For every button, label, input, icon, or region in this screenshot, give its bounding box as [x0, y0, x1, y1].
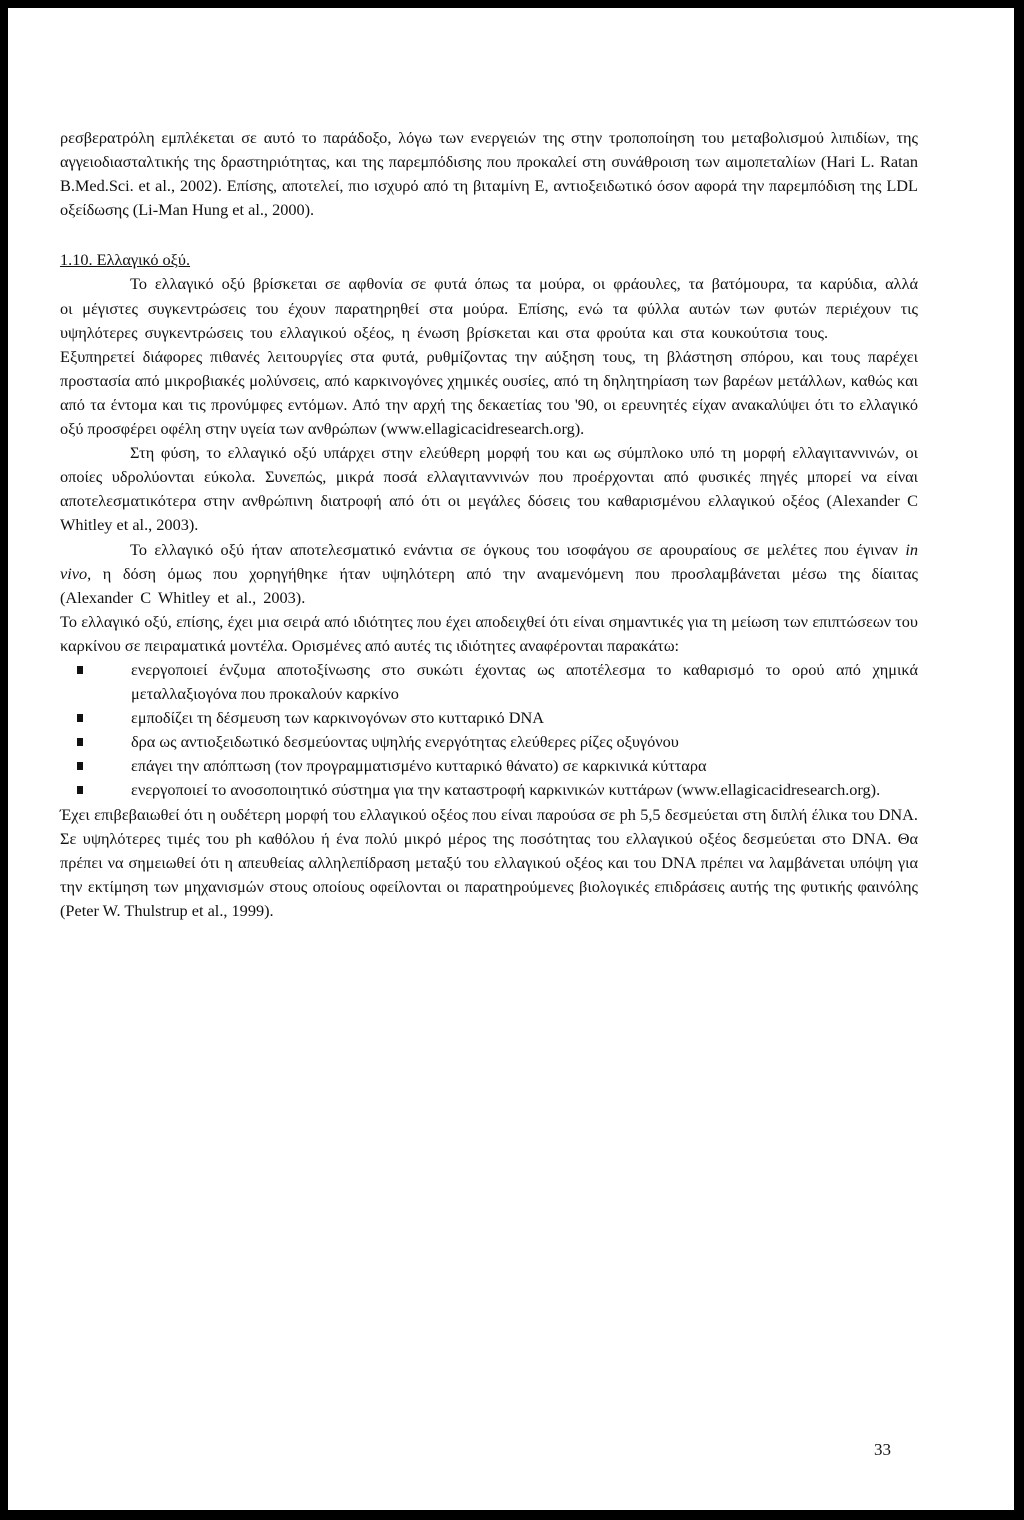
body-text [60, 126, 918, 923]
page-number: 33 [874, 1440, 891, 1459]
paragraph-intro: ρεσβερατρόλη εμπλέκεται σε αυτό το παράδοξο, λόγω των ενεργειών της στην τροποποίηση του μεταβολισμού λιπιδίων, της αγγειοδιασταλτικής της δραστηριότητας, και της παρεμπόδισης που προκαλεί στη συνάθροιση των αιμοπεταλίων (Hari L. Ratan B.Med.Sci. et al., 2002). Επίσης, αποτελεί, πιο ισχυρό από τη βιταμίνη Ε, αντιοξειδωτικό όσον αφορά την παρεμπόδιση της LDL οξείδωσης (Li-Man Hung et al., 2000). [60, 128, 918, 220]
paragraph-6: Έχει επιβεβαιωθεί ότι η ουδέτερη μορφή του ελλαγικού οξέος που είναι παρούσα σε ph 5,5 δεσμεύεται στη διπλή έλικα του DNA. Σε υψηλότερες τιμές του ph καθόλου ή ένα πολύ μικρό μέρος της ποσότητας του ελλαγικού οξέος δεσμεύεται στο DNA. Θα πρέπει να σημειωθεί ότι η απευθείας αλληλεπίδραση μεταξύ του ελλαγικού οξέος και του DNA πρέπει να λαμβάνεται υπόψη για την εκτίμηση των μηχανισμών στους οποίους οφείλονται οι παρατηρούμενες βιολογικές επιδράσεις αυτής της φυτικής φαινόλης (Peter W. Thulstrup et al., 1999). [60, 804, 918, 920]
paragraph-4 [60, 538, 918, 610]
list-item [60, 730, 918, 754]
bullet-square-icon [77, 738, 83, 746]
list-item [60, 754, 918, 778]
paragraph-1: Το ελλαγικό οξύ βρίσκεται σε αφθονία σε φυτά όπως τα μούρα, οι φράουλες, τα βατόμουρα, τα καρύδια, αλλά οι μέγιστες συγκεντρώσεις του έχουν παρατηρηθεί στα μούρα. Επίσης, ενώ τα φύλλα αυτών των φυτών περιέχουν τις υψηλότερες συγκεντρώσεις του ελλαγικού οξέος, η ένωση βρίσκεται και στα φρούτα και στα κουκούτσια τους. [60, 274, 918, 342]
list-item-text: εμποδίζει τη δέσμευση των καρκινογόνων στο κυτταρικό DNA [131, 708, 544, 728]
bullet-square-icon [77, 762, 83, 770]
paragraph-4-part-b: , η δόση όμως που χορηγήθηκε ήταν υψηλότερη από την αναμενόμενη που προσλαμβάνεται μέσω της δίαιτας (Alexander C Whitley et al., 2003). [60, 563, 918, 607]
paragraph-3: Στη φύση, το ελλαγικό οξύ υπάρχει στην ελεύθερη μορφή του και ως σύμπλοκο υπό τη μορφή ελλαγιταννινών, οι οποίες υδρολύονται εύκολα. Συνεπώς, μικρά ποσά ελλαγιταννινών που προέρχονται από φυσικές πηγές μπορεί να είναι αποτελεσματικότερα στην ανθρώπινη διατροφή από ότι οι μεγάλες δόσεις του καθαρισμένου ελλαγικού οξέος (Alexander C Whitley et al., 2003). [60, 443, 918, 535]
list-item [60, 706, 918, 730]
list-item [60, 778, 918, 802]
properties-list [60, 658, 918, 803]
paragraph-4-part-a: Το ελλαγικό οξύ ήταν αποτελεσματικό ενάντια σε όγκους του ισοφάγου σε αρουραίους σε μελέτες που έγιναν [130, 539, 906, 559]
paragraph-4-italic: in vivo [60, 539, 918, 583]
document-page [8, 8, 1014, 1510]
list-item-text: ενεργοποιεί το ανοσοποιητικό σύστημα για την καταστροφή καρκινικών κυττάρων (www.ellagicacidresearch.org). [131, 780, 881, 800]
list-item-text: ενεργοποιεί ένζυμα αποτοξίνωσης στο συκώτι έχοντας ως αποτέλεσμα το καθαρισμό το ορού από χημικά μεταλλαξιογόνα που προκαλούν καρκίνο [131, 659, 918, 704]
list-item-text: δρα ως αντιοξειδωτικό δεσμεύοντας υψηλής ενεργότητας ελεύθερες ρίζες οξυγόνου [131, 732, 679, 752]
bullet-square-icon [77, 666, 83, 674]
list-item [60, 658, 918, 706]
paragraph-2: Εξυπηρετεί διάφορες πιθανές λειτουργίες στα φυτά, ρυθμίζοντας την αύξηση τους, τη βλάστηση σπόρου, και τους παρέχει προστασία από μικροβιακές μολύνσεις, από καρκινογόνες χημικές ουσίες, από τη δηλητηρίαση των βαρέων μετάλλων, καθώς και από τα έντομα και τις προνύμφες εντόμων. Από την αρχή της δεκαετίας του '90, οι ερευνητές είχαν ανακαλύψει ότι το ελλαγικό οξύ προσφέρει οφέλη στην υγεία των ανθρώπων (www.ellagicacidresearch.org). [60, 346, 918, 439]
bullet-square-icon [77, 786, 83, 794]
paragraph-5: Το ελλαγικό οξύ, επίσης, έχει μια σειρά από ιδιότητες που έχει αποδειχθεί ότι είναι σημαντικές για τη μείωση των επιπτώσεων του καρκίνου σε πειραματικά μοντέλα. Ορισμένες από αυτές τις ιδιότητες αναφέρονται παρακάτω: [60, 611, 918, 655]
list-item-text: επάγει την απόπτωση (τον προγραμματισμένο κυτταρικό θάνατο) σε καρκινικά κύτταρα [131, 756, 707, 776]
bullet-square-icon [77, 714, 83, 722]
section-heading: 1.10. Ελλαγικό οξύ. [60, 250, 191, 270]
